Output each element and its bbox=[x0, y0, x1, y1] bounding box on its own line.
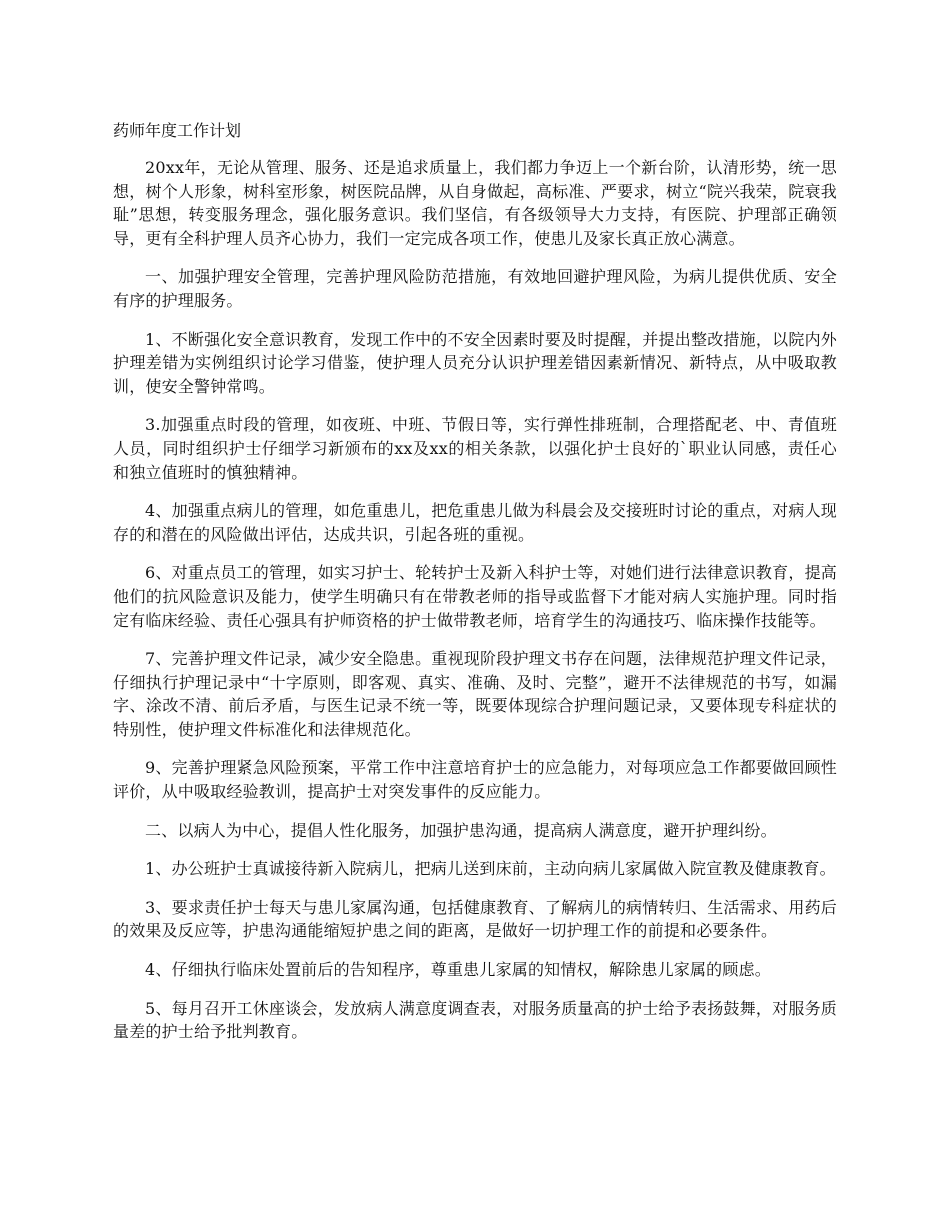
section-two-heading: 二、以病人为中心，提倡人性化服务，加强护患沟通，提高病人满意度，避开护理纠纷。 bbox=[145, 820, 777, 840]
section-two-item-4: 4、仔细执行临床处置前后的告知程序，尊重患儿家属的知情权，解除患儿家属的顾虑。 bbox=[145, 960, 771, 980]
section-one-item-6: 6、对重点员工的管理，如实习护士、轮转护士及新入科护士等，对她们进行法律意识教育，提高他们的抗风险意识及能力，使学生明确只有在带教老师的指导或监督下才能对病人实施护理。同时指定有临床经验、责任心强具有护师资格的护士做带教老师，培育学生的沟通技巧、临床操作技能等。 bbox=[113, 563, 837, 630]
section-two-item-1: 1、办公班护士真诚接待新入院病儿，把病儿送到床前，主动向病儿家属做入院宣教及健康教育。 bbox=[145, 859, 836, 879]
document-title: 药师年度工作计划 bbox=[113, 121, 242, 140]
section-one-item-7: 7、完善护理文件记录，减少安全隐患。重视现阶段护理文书存在问题，法律规范护理文件记录，仔细执行护理记录中“十字原则，即客观、真实、准确、及时、完整”，避开不法律规范的书写，如漏字、涂改不清、前后矛盾，与医生记录不统一等，既要体现综合护理问题记录，又要体现专科症状的特别性，使护理文件标准化和法律规范化。 bbox=[113, 649, 837, 739]
section-two-item-3: 3、要求责任护士每天与患儿家属沟通，包括健康教育、了解病儿的病情转归、生活需求、用药后的效果及反应等，护患沟通能缩短护患之间的距离，是做好一切护理工作的前提和必要条件。 bbox=[113, 897, 837, 941]
section-one-item-1: 1、不断强化安全意识教育，发现工作中的不安全因素时要及时提醒，并提出整改措施，以院内外护理差错为实例组织讨论学习借鉴，使护理人员充分认识护理差错因素新情况、新特点，从中吸取教训，使安全警钟常鸣。 bbox=[113, 329, 837, 396]
section-two-item-5: 5、每月召开工休座谈会，发放病人满意度调查表，对服务质量高的护士给予表扬鼓舞，对服务质量差的护士给予批判教育。 bbox=[113, 998, 837, 1042]
section-one-heading: 一、加强护理安全管理，完善护理风险防范措施，有效地回避护理风险，为病儿提供优质、安全有序的护理服务。 bbox=[113, 267, 837, 310]
document-page bbox=[113, 120, 837, 1059]
section-one-item-9: 9、完善护理紧急风险预案，平常工作中注意培育护士的应急能力，对每项应急工作都要做回顾性评价，从中吸取经验教训，提高护士对突发事件的反应能力。 bbox=[113, 758, 837, 802]
section-one-item-3: 3.加强重点时段的管理，如夜班、中班、节假日等，实行弹性排班制，合理搭配老、中、青值班人员，同时组织护士仔细学习新颁布的xx及xx的相关条款，以强化护士良好的`职业认同感，责任心和独立值班时的慎独精神。 bbox=[113, 415, 837, 482]
section-one-item-4: 4、加强重点病儿的管理，如危重患儿，把危重患儿做为科晨会及交接班时讨论的重点，对病人现存的和潜在的风险做出评估，达成共识，引起各班的重视。 bbox=[113, 501, 837, 544]
intro-paragraph: 20xx年，无论从管理、服务、还是追求质量上，我们都力争迈上一个新台阶，认清形势，统一思想，树个人形象，树科室形象，树医院品牌，从自身做起，高标准、严要求，树立“院兴我荣，院衰我耻”思想，转变服务理念，强化服务意识。我们坚信，有各级领导大力支持，有医院、护理部正确领导，更有全科护理人员齐心协力，我们一定完成各项工作，使患儿及家长真正放心满意。 bbox=[113, 158, 837, 248]
